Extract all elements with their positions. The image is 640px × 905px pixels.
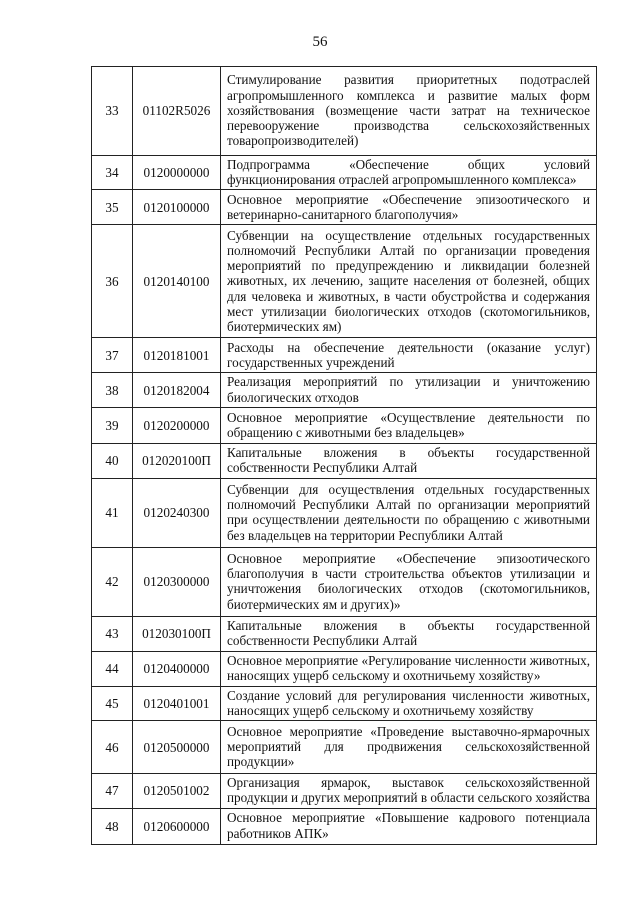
table-row — [92, 478, 597, 547]
row-code: 0120501002 — [133, 774, 221, 808]
row-name: Организация ярмарок, выставок сельскохозяйственной продукции и других мероприятий в области сельского хозяйства — [221, 774, 597, 808]
page-number: 56 — [312, 34, 328, 50]
row-number: 37 — [92, 338, 133, 373]
row-name: Капитальные вложения в объекты государственной собственности Республики Алтай — [221, 443, 597, 478]
row-number: 48 — [92, 808, 133, 844]
row-name: Субвенции на осуществление отдельных государственных полномочий Республики Алтай по организации проведения мероприятий по предупреждению и ликвидации болезней животных, их лечению, защите населения от болезней, общих для человека и животных, в части обустройства и содержания мест утилизации биологических отходов (скотомогильников, биотермических ям) — [221, 225, 597, 338]
row-name: Основное мероприятие «Обеспечение эпизоотического благополучия в части строительства объектов утилизации и уничтожения биологических отходов (скотомогильников, биотермических ям и других)» — [221, 547, 597, 616]
row-name: Основное мероприятие «Проведение выставочно-ярмарочных мероприятий для продвижения сельскохозяйственной продукции» — [221, 721, 597, 774]
row-code: 0120240300 — [133, 478, 221, 547]
row-number: 33 — [92, 67, 133, 156]
row-code: 01102R5026 — [133, 67, 221, 156]
row-name: Расходы на обеспечение деятельности (оказание услуг) государственных учреждений — [221, 338, 597, 373]
table-row — [92, 67, 597, 156]
row-number: 46 — [92, 721, 133, 774]
table-row — [92, 547, 597, 616]
row-name: Капитальные вложения в объекты государственной собственности Республики Алтай — [221, 616, 597, 651]
row-name: Основное мероприятие «Повышение кадрового потенциала работников АПК» — [221, 808, 597, 844]
row-code: 012030100П — [133, 616, 221, 651]
row-name: Субвенции для осуществления отдельных государственных полномочий Республики Алтай по организации мероприятий при осуществлении деятельности по обращению с животными без владельцев на территории Республики Алтай — [221, 478, 597, 547]
table-row — [92, 156, 597, 190]
row-number: 43 — [92, 616, 133, 651]
row-name: Создание условий для регулирования численности животных, наносящих ущерб сельскому и охотничьему хозяйству — [221, 686, 597, 720]
row-name: Подпрограмма «Обеспечение общих условий функционирования отраслей агропромышленного комплекса» — [221, 156, 597, 190]
row-number: 47 — [92, 774, 133, 808]
row-code: 0120140100 — [133, 225, 221, 338]
row-code: 0120400000 — [133, 651, 221, 686]
row-number: 40 — [92, 443, 133, 478]
row-number: 45 — [92, 686, 133, 720]
table-row — [92, 373, 597, 407]
table-row — [92, 407, 597, 443]
row-number: 35 — [92, 190, 133, 225]
table-row — [92, 651, 597, 686]
table-row — [92, 190, 597, 225]
row-code: 0120000000 — [133, 156, 221, 190]
row-number: 39 — [92, 407, 133, 443]
row-code: 012020100П — [133, 443, 221, 478]
table-row — [92, 808, 597, 844]
table-row — [92, 338, 597, 373]
row-number: 42 — [92, 547, 133, 616]
row-code: 0120600000 — [133, 808, 221, 844]
row-code: 0120300000 — [133, 547, 221, 616]
row-code: 0120401001 — [133, 686, 221, 720]
table-row — [92, 443, 597, 478]
budget-code-table — [91, 66, 597, 845]
row-code: 0120181001 — [133, 338, 221, 373]
row-number: 38 — [92, 373, 133, 407]
table-row — [92, 721, 597, 774]
row-number: 36 — [92, 225, 133, 338]
row-code: 0120182004 — [133, 373, 221, 407]
table-row — [92, 225, 597, 338]
table-row — [92, 774, 597, 808]
row-code: 0120200000 — [133, 407, 221, 443]
row-number: 41 — [92, 478, 133, 547]
table-row — [92, 616, 597, 651]
row-code: 0120100000 — [133, 190, 221, 225]
row-number: 44 — [92, 651, 133, 686]
row-name: Стимулирование развития приоритетных подотраслей агропромышленного комплекса и развитие малых форм хозяйствования (возмещение части затрат на техническое перевооружение производства сельскохозяйственных товаропроизводителей) — [221, 67, 597, 156]
table-row — [92, 686, 597, 720]
row-name: Основное мероприятие «Осуществление деятельности по обращению с животными без владельцев» — [221, 407, 597, 443]
row-name: Основное мероприятие «Регулирование численности животных, наносящих ущерб сельскому и охотничьему хозяйству» — [221, 651, 597, 686]
row-name: Реализация мероприятий по утилизации и уничтожению биологических отходов — [221, 373, 597, 407]
row-code: 0120500000 — [133, 721, 221, 774]
row-number: 34 — [92, 156, 133, 190]
row-name: Основное мероприятие «Обеспечение эпизоотического и ветеринарно-санитарного благополучия» — [221, 190, 597, 225]
